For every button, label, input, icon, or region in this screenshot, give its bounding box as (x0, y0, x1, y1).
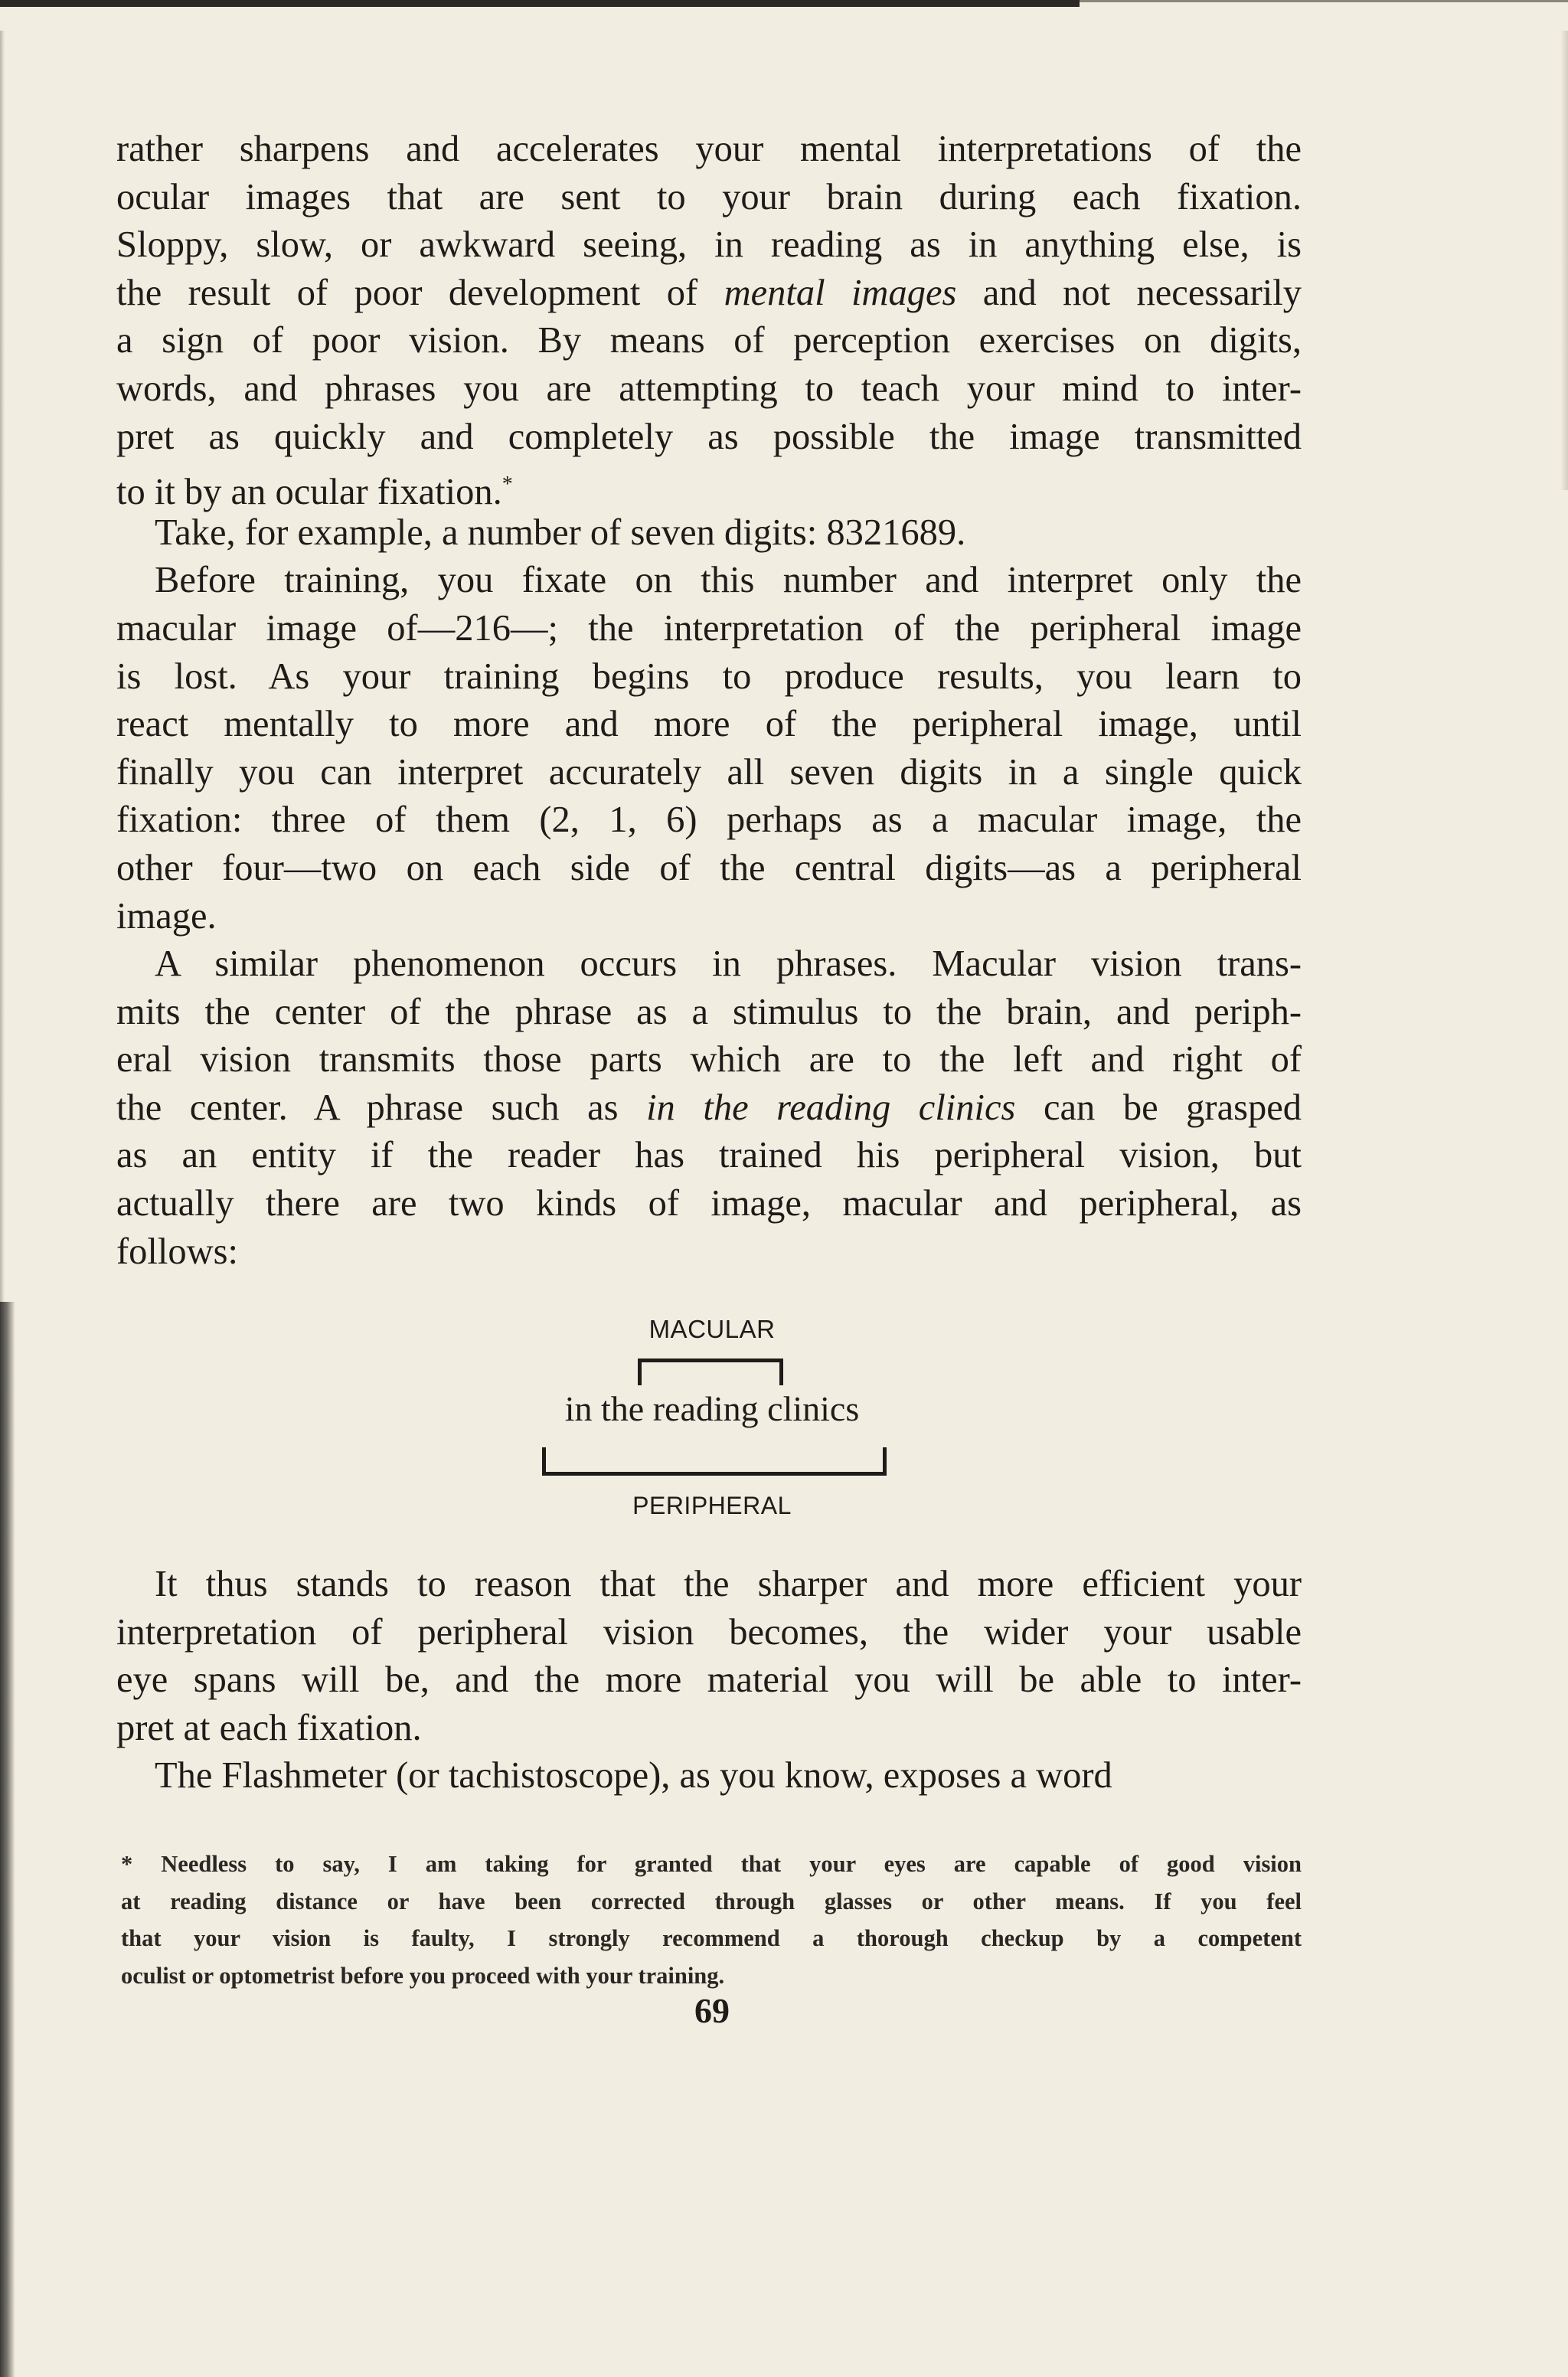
text-line (116, 893, 1302, 941)
footnote-line: oculist or optometrist before you proceed with your training. (121, 1962, 725, 1989)
page-number: 69 (694, 1991, 730, 2030)
scan-top-edge (0, 0, 1080, 7)
text-line (116, 1705, 1302, 1753)
peripheral-bracket (542, 1447, 887, 1476)
text-run: fixation: three of them (2, 1, 6) perhaps as a macular image, the (116, 799, 1302, 841)
footnote-line: * Needless to say, I am taking for granted that your eyes are capable of good vision (121, 1851, 1302, 1877)
text-line (116, 845, 1302, 893)
text-run: eye spans will be, and the more material you will be able to inter- (116, 1659, 1302, 1701)
text-run: pret as quickly and completely as possible the image transmitted (116, 416, 1302, 457)
text-line (116, 1656, 1302, 1705)
peripheral-label: PERIPHERAL (632, 1492, 792, 1519)
text-line (116, 653, 1302, 701)
italic-run: in the reading clinics (646, 1087, 1016, 1128)
text-run: Take, for example, a number of seven digits: 8321689. (155, 512, 966, 553)
text-line (116, 605, 1302, 653)
text-run: follows: (116, 1231, 238, 1272)
scan-spine-shadow (0, 1302, 15, 2377)
text-run: words, and phrases you are attempting to teach your mind to inter- (116, 368, 1302, 409)
text-run: Before training, you fixate on this number and interpret only the (155, 560, 1302, 601)
text-run: ocular images that are sent to your brain during each fixation. (116, 176, 1302, 217)
footnote-marker: * (501, 472, 513, 497)
macular-label: MACULAR (648, 1315, 776, 1343)
text-run: finally you can interpret accurately all seven digits in a single quick (116, 751, 1302, 793)
text-line (116, 1228, 1302, 1277)
text-line (116, 509, 1302, 557)
text-run: image. (116, 895, 217, 937)
body-text-lower (116, 1561, 1302, 1800)
text-run: and not necessarily (956, 272, 1302, 313)
text-run: other four—two on each side of the central digits—as a peripheral (116, 847, 1302, 888)
text-line (116, 1180, 1302, 1228)
text-run: the result of poor development of (116, 272, 724, 313)
text-run: Sloppy, slow, or awkward seeing, in reading as in anything else, is (116, 224, 1302, 266)
macular-bracket (638, 1359, 783, 1385)
text-line (116, 557, 1302, 605)
text-run: rather sharpens and accelerates your mental interpretations of the (116, 129, 1302, 169)
paragraph (116, 1561, 1302, 1752)
body-text-upper (116, 126, 1302, 1276)
text-line (116, 270, 1302, 318)
text-line (116, 989, 1302, 1037)
paragraph (116, 940, 1302, 1276)
footnote-line: at reading distance or have been corrected through glasses or other means. If you feel (121, 1888, 1302, 1914)
text-run: a sign of poor vision. By means of perception exercises on digits, (116, 320, 1302, 361)
text-line (116, 749, 1302, 797)
text-line (116, 221, 1302, 270)
paragraph (116, 557, 1302, 940)
text-line (116, 461, 1302, 513)
text-line (116, 1132, 1302, 1180)
scan-top-edge-thin (1080, 0, 1568, 2)
text-run: eral vision transmits those parts which are to the left and right of (116, 1039, 1302, 1081)
text-line (116, 1036, 1302, 1084)
text-run: A similar phenomenon occurs in phrases. Macular vision trans- (155, 943, 1302, 985)
text-run: is lost. As your training begins to produce results, you learn to (116, 656, 1302, 697)
text-run: macular image of—216—; the interpretation of the peripheral image (116, 607, 1302, 649)
scan-right-edge (1560, 31, 1568, 490)
macular-peripheral-diagram (536, 1314, 888, 1529)
text-line (116, 1084, 1302, 1133)
italic-run: mental images (724, 272, 957, 313)
text-run: to it by an ocular fixation. (116, 472, 502, 513)
text-run: react mentally to more and more of the peripheral image, until (116, 704, 1302, 745)
text-line (116, 414, 1302, 462)
text-run: can be grasped (1015, 1087, 1302, 1128)
text-line (116, 1752, 1302, 1800)
text-line (116, 126, 1302, 174)
text-run: actually there are two kinds of image, macular and peripheral, as (116, 1183, 1302, 1224)
paragraph (116, 509, 1302, 557)
text-line (116, 317, 1302, 365)
scan-spine-shadow-upper (0, 31, 5, 1302)
text-line (116, 701, 1302, 749)
footnote-line: that your vision is faulty, I strongly recommend a thorough checkup by a competent (121, 1925, 1302, 1951)
diagram-phrase: in the reading clinics (564, 1389, 860, 1428)
text-line (116, 365, 1302, 414)
text-run: interpretation of peripheral vision becomes, the wider your usable (116, 1611, 1302, 1653)
footnote (121, 1846, 1302, 1994)
text-run: pret at each fixation. (116, 1707, 422, 1748)
paragraph (116, 1752, 1302, 1800)
text-run: mits the center of the phrase as a stimulus to the brain, and periph- (116, 991, 1302, 1032)
text-line (116, 796, 1302, 845)
text-run: It thus stands to reason that the sharper and more efficient your (155, 1564, 1302, 1604)
text-run: as an entity if the reader has trained his peripheral vision, but (116, 1135, 1302, 1176)
paragraph (116, 126, 1302, 513)
text-line (116, 174, 1302, 222)
text-line (116, 1561, 1302, 1609)
text-run: The Flashmeter (or tachistoscope), as you know, exposes a word (155, 1755, 1112, 1797)
text-run: the center. A phrase such as (116, 1087, 647, 1128)
text-line (116, 1609, 1302, 1657)
text-line (116, 940, 1302, 989)
